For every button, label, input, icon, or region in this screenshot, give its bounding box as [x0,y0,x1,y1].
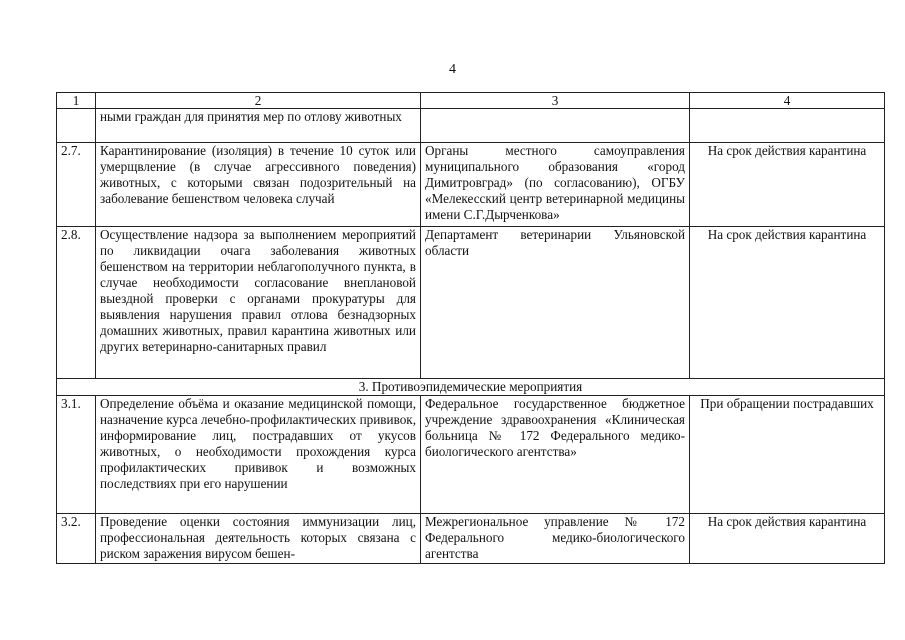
deadline-cell [690,109,885,143]
table-row [57,396,885,514]
column-header: 1 [57,93,96,109]
table-row [57,514,885,564]
measures-table [56,92,885,564]
table-row [57,109,885,143]
responsible-cell: Департамент ветеринарии Ульяновской области [421,227,690,379]
action-cell: ными граждан для принятия мер по отлову животных [96,109,421,143]
deadline-cell: На срок действия карантина [690,143,885,227]
column-header: 4 [690,93,885,109]
row-number: 2.8. [57,227,96,379]
table-header-row [57,93,885,109]
section-row [57,379,885,396]
deadline-cell: На срок действия карантина [690,227,885,379]
table-row [57,227,885,379]
row-number: 3.2. [57,514,96,564]
row-number: 3.1. [57,396,96,514]
page-number: 4 [449,62,456,77]
row-number [57,109,96,143]
action-cell: Карантинирование (изоляция) в течение 10 суток или умерщвление (в случае агрессивного поведения) животных, с которыми связан подозрительный на заболевание бешенством человека случай [96,143,421,227]
deadline-cell: При обращении пострадавших [690,396,885,514]
action-cell: Проведение оценки состояния иммунизации лиц, профессиональная деятельность которых связана с риском заражения вирусом бешен- [96,514,421,564]
column-header: 2 [96,93,421,109]
section-title: 3. Противоэпидемические мероприятия [57,379,885,396]
table-row [57,143,885,227]
responsible-cell: Межрегиональное управление № 172 Федерального медико-биологического агентства [421,514,690,564]
action-cell: Определение объёма и оказание медицинской помощи, назначение курса лечебно-профилактических прививок, информирование лиц, пострадавших от укусов животных, о необходимости прохождения курса профилактических прививок и возможных последствиях при его нарушении [96,396,421,514]
deadline-cell: На срок действия карантина [690,514,885,564]
row-number: 2.7. [57,143,96,227]
responsible-cell [421,109,690,143]
column-header: 3 [421,93,690,109]
action-cell: Осуществление надзора за выполнением мероприятий по ликвидации очага заболевания животных бешенством на территории неблагополучного пункта, в случае необходимости согласование внеплановой выездной проверки с органами прокуратуры для выявления нарушения правил отлова безнадзорных домашних животных, правил карантина животных или других ветеринарно-санитарных правил [96,227,421,379]
responsible-cell: Органы местного самоуправления муниципального образования «город Димитровград» (по согласованию), ОГБУ «Мелекесский центр ветеринарной медицины имени С.Г.Дырченкова» [421,143,690,227]
responsible-cell: Федеральное государственное бюджетное учреждение здравоохранения «Клиническая больница № 172 Федерального медико-биологического агентства» [421,396,690,514]
